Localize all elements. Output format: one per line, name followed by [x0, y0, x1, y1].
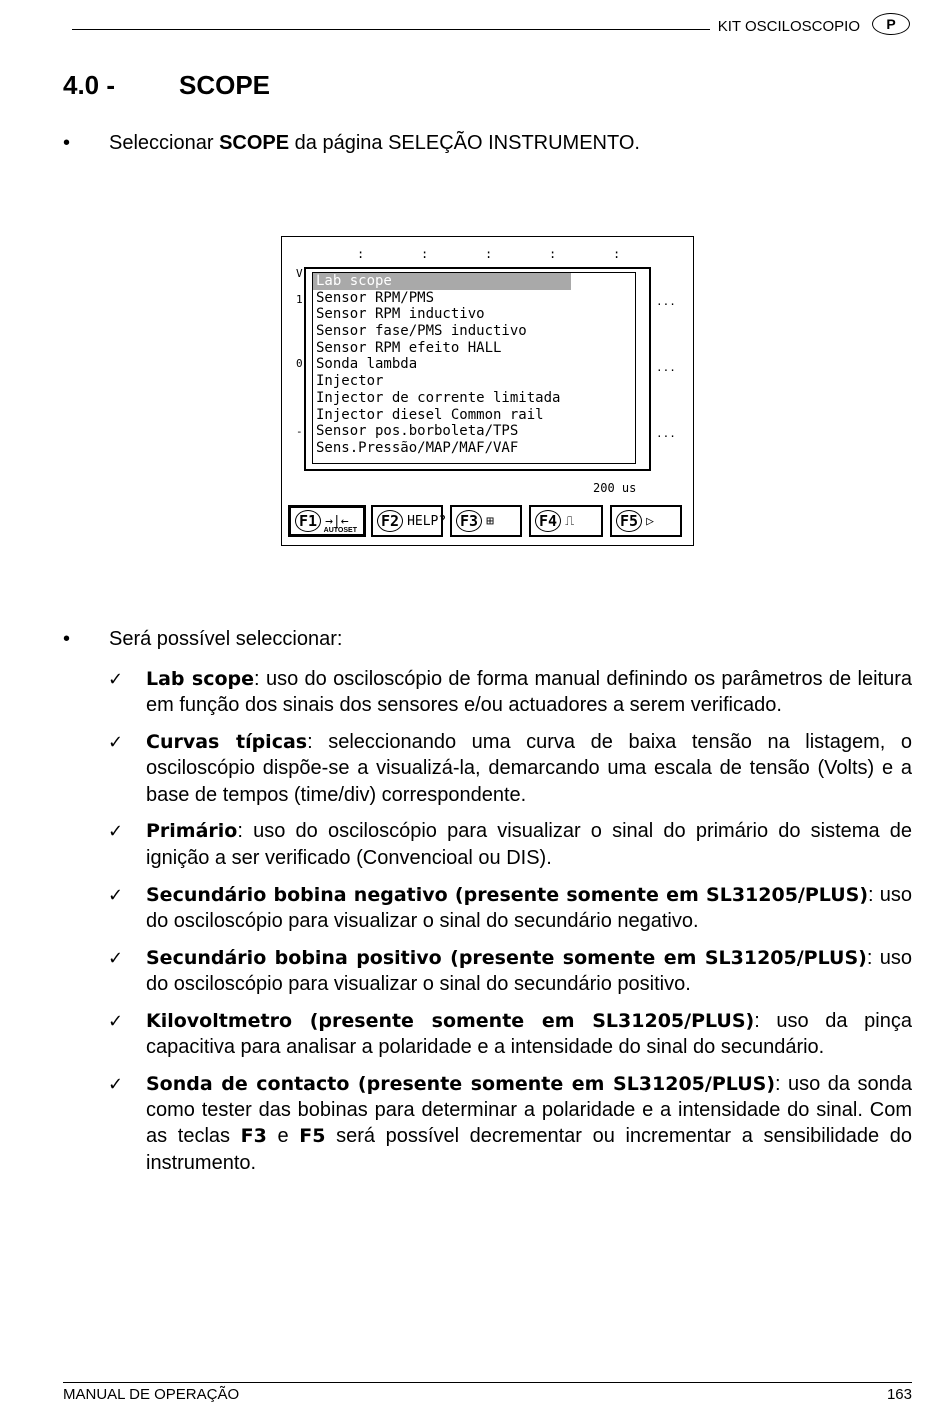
intro-bullet [63, 132, 640, 155]
menu-item[interactable]: Sensor RPM inductivo [316, 306, 485, 323]
f5-play-button[interactable] [610, 505, 682, 537]
menu-item[interactable]: Injector [316, 373, 384, 390]
f2-help-button[interactable] [371, 505, 447, 537]
menu-item[interactable]: Sensor pos.borboleta/TPS [316, 423, 519, 440]
list-item: ✓ Primário: uso do osciloscópio para visualizar o sinal do primário do sistema de ignição a ser verificado (Convencioal ou DIS). [108, 820, 912, 869]
grid-icon: ⊞ [486, 513, 494, 529]
bullet-icon: • [63, 132, 71, 154]
intro-text-pre: Seleccionar [109, 132, 220, 154]
axis-mark: 1 [296, 293, 303, 306]
autoset-label: AUTOSET [323, 527, 357, 534]
list-item: ✓ Secundário bobina positivo (presente somente em SL31205/PLUS): uso do osciloscópio para visualizar o sinal do secundário positivo. [108, 946, 913, 995]
f3-key-label: F3 [456, 510, 482, 532]
checkmark-icon: ✓ [108, 1073, 124, 1094]
grid-dots: : [421, 247, 429, 261]
function-key-bar [288, 505, 688, 541]
axis-mark: ... [656, 427, 676, 440]
f5-key-label: F5 [616, 510, 642, 532]
axis-mark: - [296, 425, 303, 438]
timebase-readout: 200 us [593, 481, 637, 495]
list-item: ✓ Curvas típicas: seleccionando uma curva de baixa tensão na listagem, o osciloscópio dispõe-se a visualizá-la, demarcando uma escala de tensão (Volts) e a base de tempos (time/div) correspondente. [108, 731, 912, 806]
footer-manual-title: MANUAL DE OPERAÇÃO [63, 1386, 240, 1403]
menu-list [312, 272, 636, 464]
axis-mark: ... [656, 295, 676, 308]
checkmark-icon: ✓ [108, 669, 124, 689]
menu-item[interactable]: Injector diesel Common rail [316, 406, 544, 423]
menu-item[interactable]: Sensor RPM efeito HALL [316, 339, 502, 356]
menu-item[interactable]: Injector de corrente limitada [316, 389, 561, 406]
menu-item[interactable]: Sensor fase/PMS inductivo [316, 323, 527, 340]
menu-item[interactable]: Sonda lambda [316, 356, 418, 373]
checkmark-icon: ✓ [108, 732, 124, 753]
axis-mark: ... [656, 361, 676, 374]
language-badge: P [872, 13, 910, 35]
section-heading [63, 70, 270, 101]
list-item: ✓ Sonda de contacto (presente somente em SL31205/PLUS): uso da sonda como tester das bobinas para determinar a polaridade e a intensidade do sinal. Com as teclas F3 e F5 será possível decrementar ou incrementar a sensibilidade do instrumento. [108, 1072, 912, 1174]
f1-key-label: F1 [295, 510, 321, 532]
trigger-icon: ⎍ [565, 513, 575, 529]
help-icon: HELP? [407, 513, 447, 529]
page-header [72, 8, 910, 38]
grid-dots: : [357, 247, 365, 261]
header-title: KIT OSCILOSCOPIO [717, 18, 860, 35]
menu-item[interactable]: Sensor RPM/PMS [316, 289, 435, 306]
options-list [108, 666, 912, 1187]
f3-button[interactable] [450, 505, 522, 537]
menu-item-lab-scope[interactable]: Lab scope [313, 273, 571, 290]
instrument-menu [304, 267, 651, 471]
grid-dots: : [549, 247, 557, 261]
options-bullet [63, 628, 342, 651]
grid-dots: : [485, 247, 493, 261]
grid-dots: : [613, 247, 621, 261]
section-title: SCOPE [179, 70, 271, 100]
section-number: 4.0 - [63, 70, 116, 100]
menu-item[interactable]: Sens.Pressão/MAP/MAF/VAF [316, 439, 519, 456]
f4-button[interactable] [529, 505, 603, 537]
checkmark-icon: ✓ [108, 1010, 124, 1031]
list-item: ✓ Kilovoltmetro (presente somente em SL31205/PLUS): uso da pinça capacitiva para analisar a polaridade e a intensidade do sinal do secundário. [108, 1009, 912, 1059]
footer-rule [63, 1382, 912, 1383]
list-item: ✓ Lab scope: uso do osciloscópio de forma manual definindo os parâmetros de leitura em função dos sinais dos sensores e/ou actuadores a serem verificado. [108, 668, 912, 717]
play-icon: ▷ [646, 513, 654, 529]
checkmark-icon: ✓ [108, 884, 124, 905]
axis-mark: V [296, 267, 303, 280]
autoset-icon: →|← [325, 513, 349, 529]
header-rule [72, 29, 710, 30]
f2-key-label: F2 [377, 510, 403, 532]
bullet-icon: • [63, 628, 71, 650]
list-item: ✓ Secundário bobina negativo (presente somente em SL31205/PLUS): uso do osciloscópio para visualizar o sinal do secundário negativo. [108, 883, 913, 932]
scope-screenshot [281, 236, 694, 546]
intro-text-post: da página SELEÇÃO INSTRUMENTO. [289, 132, 640, 154]
checkmark-icon: ✓ [108, 821, 124, 842]
options-intro: Será possível seleccionar: [109, 628, 343, 650]
f1-autoset-button[interactable] [288, 505, 366, 537]
axis-mark: 0 [296, 357, 303, 370]
page-number: 163 [886, 1386, 912, 1403]
f4-key-label: F4 [535, 510, 561, 532]
checkmark-icon: ✓ [108, 947, 124, 968]
intro-text-bold: SCOPE [219, 132, 290, 154]
